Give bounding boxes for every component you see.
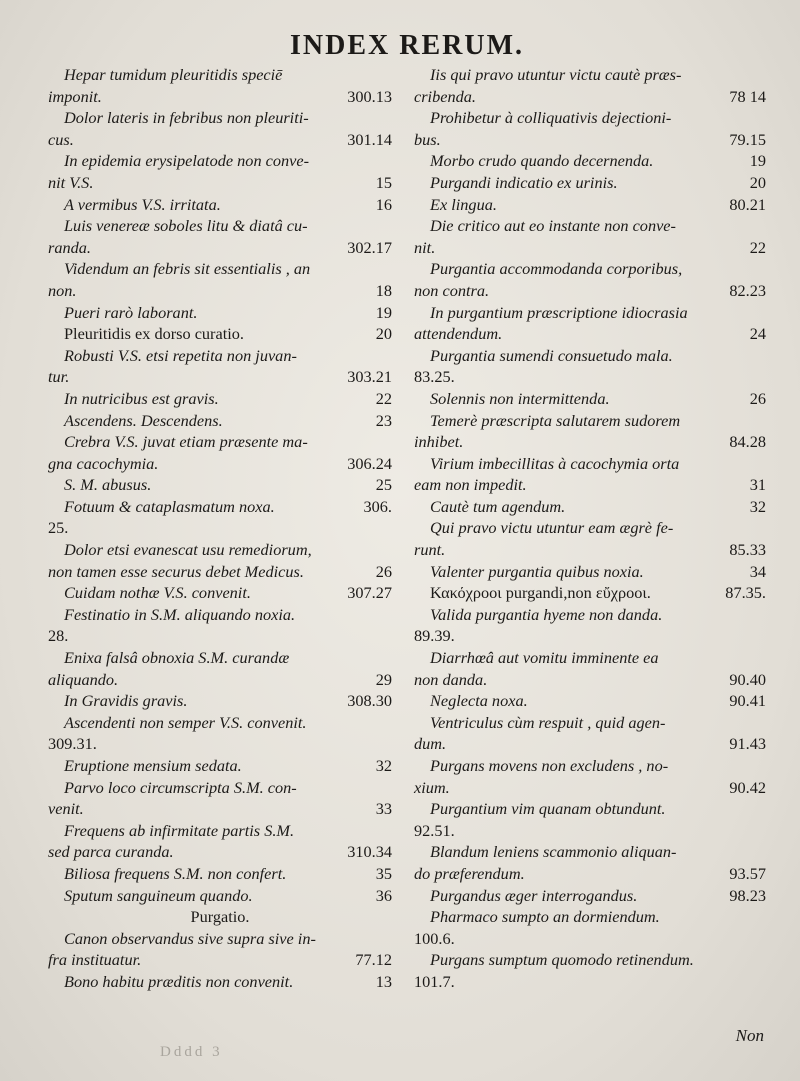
index-entry xyxy=(48,820,392,863)
entry-line xyxy=(414,323,766,345)
entry-text: Valenter purgantia quibus noxia. xyxy=(430,561,644,581)
index-entry xyxy=(414,841,766,884)
entry-line xyxy=(48,690,392,712)
entry-text-continued: fra instituatur. xyxy=(48,950,142,970)
page-ref: 84.28 xyxy=(729,432,766,452)
index-entry xyxy=(48,345,392,388)
page-ref: 29 xyxy=(375,669,392,689)
entry-line xyxy=(48,755,392,777)
index-entry xyxy=(48,410,392,432)
index-entry xyxy=(414,949,766,992)
index-entry xyxy=(48,712,392,755)
index-entry xyxy=(48,194,392,216)
page-ref: 77.12 xyxy=(355,950,392,970)
catchword: Non xyxy=(735,1026,764,1045)
entry-text-continued: imponit. xyxy=(48,86,102,106)
page-ref: 85.33 xyxy=(729,540,766,560)
entry-text-continued: gna cacochymia. xyxy=(48,453,159,473)
entry-text: Morbo crudo quando decernenda. xyxy=(430,151,654,171)
page-ref: 25 xyxy=(375,475,392,495)
entry-text: Robusti V.S. etsi repetita non juvan- xyxy=(64,345,297,365)
entry-text-continued: non. xyxy=(48,280,77,300)
index-entry xyxy=(48,496,392,539)
entry-text: Neglecta noxa. xyxy=(430,691,528,711)
entry-line xyxy=(48,194,392,216)
page-ref-continued: 83.25. xyxy=(414,367,455,387)
entry-text: Prohibetur à colliquativis dejectioni- xyxy=(430,108,672,128)
entry-text: S. M. abusus. xyxy=(64,475,152,495)
entry-text: Valida purgantia hyeme non danda. xyxy=(430,604,663,624)
index-entry xyxy=(48,690,392,712)
entry-text: Sputum sanguineum quando. xyxy=(64,885,253,905)
entry-text-continued: nit V.S. xyxy=(48,172,94,192)
page-ref-continued: 92.51. xyxy=(414,820,455,840)
entry-text: In purgantium præscriptione idiocrasia xyxy=(430,302,688,322)
index-entry xyxy=(48,107,392,150)
entry-text-continued: venit. xyxy=(48,799,84,819)
page-ref: 93.57 xyxy=(729,863,766,883)
index-entry xyxy=(414,388,766,410)
page-ref: 303.21 xyxy=(347,367,392,387)
entry-line xyxy=(48,971,392,993)
index-entry xyxy=(48,539,392,582)
entry-line xyxy=(414,388,766,410)
page-ref: 22 xyxy=(749,237,766,257)
index-entry xyxy=(414,517,766,560)
index-entry xyxy=(414,496,766,518)
entry-line xyxy=(414,582,766,604)
page-ref: 22 xyxy=(375,388,392,408)
entry-line xyxy=(48,474,392,496)
page-ref: 24 xyxy=(749,324,766,344)
entry-line xyxy=(414,669,766,691)
entry-text-continued: tur. xyxy=(48,367,70,387)
index-entry xyxy=(48,928,392,971)
entry-text: Purgandi indicatio ex urinis. xyxy=(430,172,618,192)
entry-text: Qui pravo victu utuntur eam ægrè fe- xyxy=(430,518,674,538)
index-entry xyxy=(48,258,392,301)
entry-text: A vermibus V.S. irritata. xyxy=(64,194,221,214)
entry-line xyxy=(48,582,392,604)
page-ref-continued: 25. xyxy=(48,518,69,538)
entry-line xyxy=(414,561,766,583)
entry-line xyxy=(48,669,392,691)
entry-text: Virium imbecillitas à cacochymia orta xyxy=(430,453,680,473)
entry-line xyxy=(48,885,392,907)
entry-text: Purgantia sumendi consuetudo mala. xyxy=(430,345,673,365)
page-ref: 301.14 xyxy=(347,129,392,149)
page-ref: 306. xyxy=(363,496,392,516)
index-entry xyxy=(414,345,766,388)
entry-text: Cautè tum agendum. xyxy=(430,496,566,516)
entry-text: Fotuum & cataplasmatum noxa. xyxy=(64,496,275,516)
index-entry xyxy=(414,194,766,216)
entry-line xyxy=(48,561,392,583)
page-ref: 32 xyxy=(375,756,392,775)
page-ref: 26 xyxy=(749,388,766,408)
page-ref: 300.13 xyxy=(347,86,392,106)
entry-line xyxy=(48,302,392,324)
page-title: INDEX RERUM. xyxy=(290,30,524,61)
page-ref: 90.42 xyxy=(729,777,766,797)
index-entry xyxy=(48,885,392,907)
entry-text: Purgandus æger interrogandus. xyxy=(430,885,638,905)
entry-line xyxy=(48,366,392,388)
entry-text-continued: non tamen esse securus debet Medicus. xyxy=(48,561,304,581)
page-ref: 20 xyxy=(375,324,392,344)
entry-text: Purgans sumptum quomodo retinendum. xyxy=(430,950,694,970)
index-entry xyxy=(414,582,766,604)
entry-text: Ascendenti non semper V.S. convenit. xyxy=(64,712,307,732)
entry-text-continued: xium. xyxy=(414,777,450,797)
entry-text: Blandum leniens scammonio aliquan- xyxy=(430,842,677,862)
page-ref: 13 xyxy=(375,971,392,991)
entry-text-continued: nit. xyxy=(414,237,436,257)
index-entry xyxy=(48,302,392,324)
index-entry xyxy=(48,647,392,690)
page-ref: 23 xyxy=(375,410,392,430)
entry-text: Biliosa frequens S.M. non confert. xyxy=(64,863,287,883)
entry-text: Videndum an febris sit essentialis , an xyxy=(64,259,311,279)
entry-line xyxy=(48,410,392,432)
page-ref: 19 xyxy=(375,302,392,322)
page-ref: 35 xyxy=(375,863,392,883)
entry-text-continued: cus. xyxy=(48,129,74,149)
entry-line xyxy=(48,280,392,302)
entry-text: In Gravidis gravis. xyxy=(64,691,188,711)
entry-text: Bono habitu præditis non convenit. xyxy=(64,971,294,991)
index-entry xyxy=(48,777,392,820)
entry-text: Hepar tumidum pleuritidis speciē xyxy=(64,65,283,84)
index-entry xyxy=(414,561,766,583)
entry-line xyxy=(48,129,392,151)
entry-line xyxy=(414,280,766,302)
index-entry xyxy=(414,172,766,194)
entry-line xyxy=(414,129,766,151)
entry-text: Crebra V.S. juvat etiam præsente ma- xyxy=(64,432,308,452)
entry-line xyxy=(48,388,392,410)
index-entry xyxy=(414,64,766,107)
index-entry xyxy=(414,410,766,453)
entry-text: Pleuritidis ex dorso curatio. xyxy=(64,324,244,344)
entry-text-continued: cribenda. xyxy=(414,86,476,106)
entry-line xyxy=(48,841,392,863)
index-entry xyxy=(48,388,392,410)
index-entry xyxy=(48,906,392,928)
index-entry xyxy=(48,863,392,885)
entry-text-continued: sed parca curanda. xyxy=(48,842,174,862)
entry-text: Canon observandus sive supra sive in- xyxy=(64,928,316,948)
entry-text-continued: do præferendum. xyxy=(414,863,525,883)
entry-line xyxy=(414,172,766,194)
page-ref: 90.40 xyxy=(729,669,766,689)
entry-line xyxy=(414,885,766,907)
entry-text: Purgans movens non excludens , no- xyxy=(430,756,669,775)
entry-text: In nutricibus est gravis. xyxy=(64,388,219,408)
page-ref: 31 xyxy=(749,475,766,495)
entry-text: In epidemia erysipelatode non conve- xyxy=(64,151,310,171)
signature-mark: Dddd 3 xyxy=(160,1044,223,1060)
entry-text: Purgantia accommodanda corporibus, xyxy=(430,259,683,279)
index-entry xyxy=(48,215,392,258)
page-ref: 90.41 xyxy=(729,691,766,711)
entry-text-continued: bus. xyxy=(414,129,441,149)
entry-line xyxy=(414,539,766,561)
right-column xyxy=(414,64,766,993)
entry-text: Κακόχροοι purgandi,non εὔχροοι. xyxy=(430,583,651,603)
entry-text: Enixa falsâ obnoxia S.M. curandæ xyxy=(64,648,290,668)
entry-text-continued: non contra. xyxy=(414,280,490,300)
page-ref: 80.21 xyxy=(729,194,766,214)
entry-text-continued: eam non impedit. xyxy=(414,475,527,495)
entry-line xyxy=(48,86,392,108)
index-entry xyxy=(48,150,392,193)
entry-line xyxy=(48,949,392,971)
entry-line xyxy=(48,863,392,885)
index-entry xyxy=(414,647,766,690)
page-ref: 79.15 xyxy=(729,129,766,149)
section-heading: Purgatio. xyxy=(190,907,250,927)
page-ref: 36 xyxy=(375,885,392,905)
entry-line xyxy=(414,690,766,712)
page-ref: 82.23 xyxy=(729,280,766,300)
entry-text: Pharmaco sumpto an dormiendum. xyxy=(430,907,660,927)
index-entry xyxy=(414,150,766,172)
page-ref: 19 xyxy=(749,151,766,171)
index-entry xyxy=(48,64,392,107)
page-ref: 26 xyxy=(375,561,392,581)
index-entry xyxy=(414,453,766,496)
page-ref: 302.17 xyxy=(347,237,392,257)
page-ref: 33 xyxy=(375,799,392,819)
index-entry xyxy=(414,604,766,647)
index-entry xyxy=(414,906,766,949)
page-ref: 16 xyxy=(375,194,392,214)
index-entry xyxy=(48,474,392,496)
entry-line xyxy=(414,194,766,216)
entry-line xyxy=(414,474,766,496)
entry-text: Frequens ab infirmitate partis S.M. xyxy=(64,820,295,840)
page-ref: 32 xyxy=(749,496,766,516)
entry-text-continued: aliquando. xyxy=(48,669,119,689)
entry-text: Dolor lateris in febribus non pleuriti- xyxy=(64,108,309,128)
entry-text: Luis venereæ soboles litu & diatâ cu- xyxy=(64,216,308,236)
index-entry xyxy=(414,755,766,798)
entry-text-continued: randa. xyxy=(48,237,91,257)
entry-text-continued: inhibet. xyxy=(414,432,464,452)
page-ref-continued: 100.6. xyxy=(414,928,455,948)
page-ref: 87.35. xyxy=(725,583,766,603)
page-ref-continued: 309.31. xyxy=(48,734,97,754)
page-ref-continued: 28. xyxy=(48,626,69,646)
entry-text: Diarrhœâ aut vomitu imminente ea xyxy=(430,648,659,668)
page-ref: 15 xyxy=(375,172,392,192)
page-ref: 91.43 xyxy=(729,734,766,754)
entry-text: Festinatio in S.M. aliquando noxia. xyxy=(64,604,296,624)
entry-line xyxy=(48,323,392,345)
entry-text: Dolor etsi evanescat usu remediorum, xyxy=(64,540,312,560)
entry-text: Ventriculus cùm respuit , quid agen- xyxy=(430,712,666,732)
entry-text: Eruptione mensium sedata. xyxy=(64,756,242,775)
index-entry xyxy=(414,107,766,150)
index-entry xyxy=(414,690,766,712)
index-columns xyxy=(48,64,766,993)
entry-text-continued: dum. xyxy=(414,734,447,754)
entry-line xyxy=(48,798,392,820)
entry-text: Solennis non intermittenda. xyxy=(430,388,610,408)
page-ref: 78 14 xyxy=(729,86,766,106)
entry-text-continued: non danda. xyxy=(414,669,488,689)
entry-line xyxy=(414,863,766,885)
index-entry xyxy=(414,258,766,301)
index-entry xyxy=(48,431,392,474)
entry-text: Pueri rarò laborant. xyxy=(64,302,198,322)
index-entry xyxy=(414,712,766,755)
index-entry xyxy=(414,885,766,907)
index-entry xyxy=(414,215,766,258)
page-ref: 20 xyxy=(749,172,766,192)
index-entry xyxy=(48,755,392,777)
entry-text: Iis qui pravo utuntur victu cautè præs- xyxy=(430,65,682,84)
entry-text: Ascendens. Descendens. xyxy=(64,410,223,430)
entry-line xyxy=(48,496,392,518)
page-ref: 310.34 xyxy=(347,842,392,862)
entry-line xyxy=(48,237,392,259)
index-entry xyxy=(48,582,392,604)
page-ref-continued: 101.7. xyxy=(414,971,455,991)
entry-text: Cuidam nothæ V.S. convenit. xyxy=(64,583,251,603)
page-ref: 306.24 xyxy=(347,453,392,473)
entry-text: Die critico aut eo instante non conve- xyxy=(430,216,676,236)
entry-line xyxy=(414,150,766,172)
entry-text-continued: runt. xyxy=(414,540,446,560)
entry-text: Temerè præscripta salutarem sudorem xyxy=(430,410,681,430)
page-ref: 307.27 xyxy=(347,583,392,603)
index-entry xyxy=(48,604,392,647)
entry-line xyxy=(48,453,392,475)
page-ref-continued: 89.39. xyxy=(414,626,455,646)
entry-line xyxy=(414,431,766,453)
entry-line xyxy=(414,237,766,259)
left-column xyxy=(48,64,392,993)
entry-text: Parvo loco circumscripta S.M. con- xyxy=(64,777,297,797)
entry-line xyxy=(414,777,766,799)
entry-text: Ex lingua. xyxy=(430,194,497,214)
entry-line xyxy=(48,172,392,194)
page-ref: 98.23 xyxy=(729,885,766,905)
index-entry xyxy=(48,323,392,345)
index-entry xyxy=(48,971,392,993)
entry-text: Purgantium vim quanam obtundunt. xyxy=(430,799,666,819)
entry-line xyxy=(414,733,766,755)
page-ref: 34 xyxy=(749,561,766,581)
entry-line xyxy=(414,496,766,518)
index-entry xyxy=(414,302,766,345)
entry-line xyxy=(414,86,766,108)
index-entry xyxy=(414,798,766,841)
page-ref: 308.30 xyxy=(347,691,392,711)
entry-text-continued: attendendum. xyxy=(414,324,503,344)
page-ref: 18 xyxy=(375,280,392,300)
